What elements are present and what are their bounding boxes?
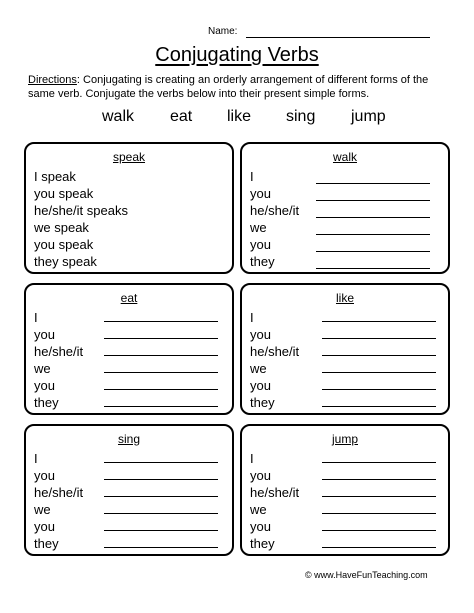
- pronoun-label: we: [250, 361, 267, 376]
- answer-blank[interactable]: [104, 321, 218, 322]
- word-bank-item: sing: [286, 108, 316, 125]
- pronoun-label: we: [34, 502, 51, 517]
- name-label: Name:: [208, 26, 238, 37]
- name-input-line[interactable]: [246, 37, 430, 38]
- answer-blank[interactable]: [104, 355, 218, 356]
- word-bank-item: like: [227, 108, 252, 125]
- name-row: [0, 26, 474, 42]
- pronoun-label: he/she/it: [34, 344, 84, 359]
- pronoun-label: I: [34, 310, 38, 325]
- pronoun-label: I: [250, 310, 254, 325]
- pronoun-label: I: [250, 169, 254, 184]
- pronoun-label: we: [250, 220, 267, 235]
- pronoun-label: we: [250, 502, 267, 517]
- answer-blank[interactable]: [322, 530, 436, 531]
- answer-blank[interactable]: [104, 338, 218, 339]
- pronoun-label: he/she/it: [250, 203, 300, 218]
- answer-blank[interactable]: [104, 547, 218, 548]
- example-conjugation: you speak: [34, 186, 94, 201]
- example-conjugation: you speak: [34, 237, 94, 252]
- pronoun-label: they: [250, 536, 275, 551]
- answer-blank[interactable]: [104, 372, 218, 373]
- copyright-footer: © www.HaveFunTeaching.com: [305, 570, 428, 580]
- verb-box-title: eat: [120, 291, 138, 305]
- verb-box-title: like: [335, 291, 354, 305]
- answer-blank[interactable]: [322, 355, 436, 356]
- pronoun-label: I: [250, 451, 254, 466]
- verb-box-like: [240, 283, 450, 415]
- word-bank-item: jump: [351, 108, 386, 125]
- pronoun-label: he/she/it: [250, 344, 300, 359]
- answer-blank[interactable]: [322, 372, 436, 373]
- verb-box-title: speak: [112, 150, 146, 164]
- answer-blank[interactable]: [104, 530, 218, 531]
- verb-box-jump: [240, 424, 450, 556]
- word-bank-item: walk: [102, 108, 135, 125]
- page-title: Conjugating Verbs: [155, 44, 319, 66]
- answer-blank[interactable]: [104, 479, 218, 480]
- answer-blank[interactable]: [322, 496, 436, 497]
- directions-label: Directions: [28, 74, 77, 86]
- answer-blank[interactable]: [322, 462, 436, 463]
- verb-box-walk: [240, 142, 450, 274]
- pronoun-label: they: [250, 395, 275, 410]
- word-bank-item: eat: [170, 108, 193, 125]
- example-conjugation: we speak: [34, 220, 89, 235]
- pronoun-label: he/she/it: [250, 485, 300, 500]
- answer-blank[interactable]: [316, 251, 430, 252]
- pronoun-label: they: [34, 536, 59, 551]
- answer-blank[interactable]: [322, 406, 436, 407]
- verb-box-eat: [24, 283, 234, 415]
- answer-blank[interactable]: [316, 268, 430, 269]
- pronoun-label: he/she/it: [34, 485, 84, 500]
- answer-blank[interactable]: [104, 406, 218, 407]
- pronoun-label: you: [34, 468, 55, 483]
- verb-box-sing: [24, 424, 234, 556]
- verb-box-title: walk: [332, 150, 357, 164]
- word-bank: [0, 108, 474, 130]
- answer-blank[interactable]: [322, 321, 436, 322]
- pronoun-label: they: [34, 395, 59, 410]
- example-conjugation: he/she/it speaks: [34, 203, 128, 218]
- pronoun-label: they: [250, 254, 275, 269]
- answer-blank[interactable]: [322, 338, 436, 339]
- pronoun-label: you: [250, 186, 271, 201]
- answer-blank[interactable]: [104, 462, 218, 463]
- pronoun-label: we: [34, 361, 51, 376]
- answer-blank[interactable]: [104, 513, 218, 514]
- pronoun-label: I: [34, 451, 38, 466]
- verb-box-title: jump: [331, 432, 358, 446]
- pronoun-label: you: [34, 519, 55, 534]
- answer-blank[interactable]: [316, 200, 430, 201]
- answer-blank[interactable]: [322, 513, 436, 514]
- answer-blank[interactable]: [322, 479, 436, 480]
- answer-blank[interactable]: [104, 496, 218, 497]
- pronoun-label: you: [250, 468, 271, 483]
- pronoun-label: you: [250, 519, 271, 534]
- directions-text: : Conjugating is creating an orderly arrangement of different forms of the same verb. Conjugate the verbs below into their present simple forms.: [28, 74, 429, 100]
- answer-blank[interactable]: [104, 389, 218, 390]
- example-conjugation: they speak: [34, 254, 97, 269]
- example-conjugation: I speak: [34, 169, 76, 184]
- pronoun-label: you: [250, 327, 271, 342]
- pronoun-label: you: [250, 237, 271, 252]
- answer-blank[interactable]: [316, 234, 430, 235]
- pronoun-label: you: [34, 327, 55, 342]
- pronoun-label: you: [34, 378, 55, 393]
- verb-box-speak: [24, 142, 234, 274]
- answer-blank[interactable]: [322, 389, 436, 390]
- verb-box-title: sing: [117, 432, 140, 446]
- answer-blank[interactable]: [322, 547, 436, 548]
- answer-blank[interactable]: [316, 217, 430, 218]
- answer-blank[interactable]: [316, 183, 430, 184]
- pronoun-label: you: [250, 378, 271, 393]
- directions: [28, 73, 448, 101]
